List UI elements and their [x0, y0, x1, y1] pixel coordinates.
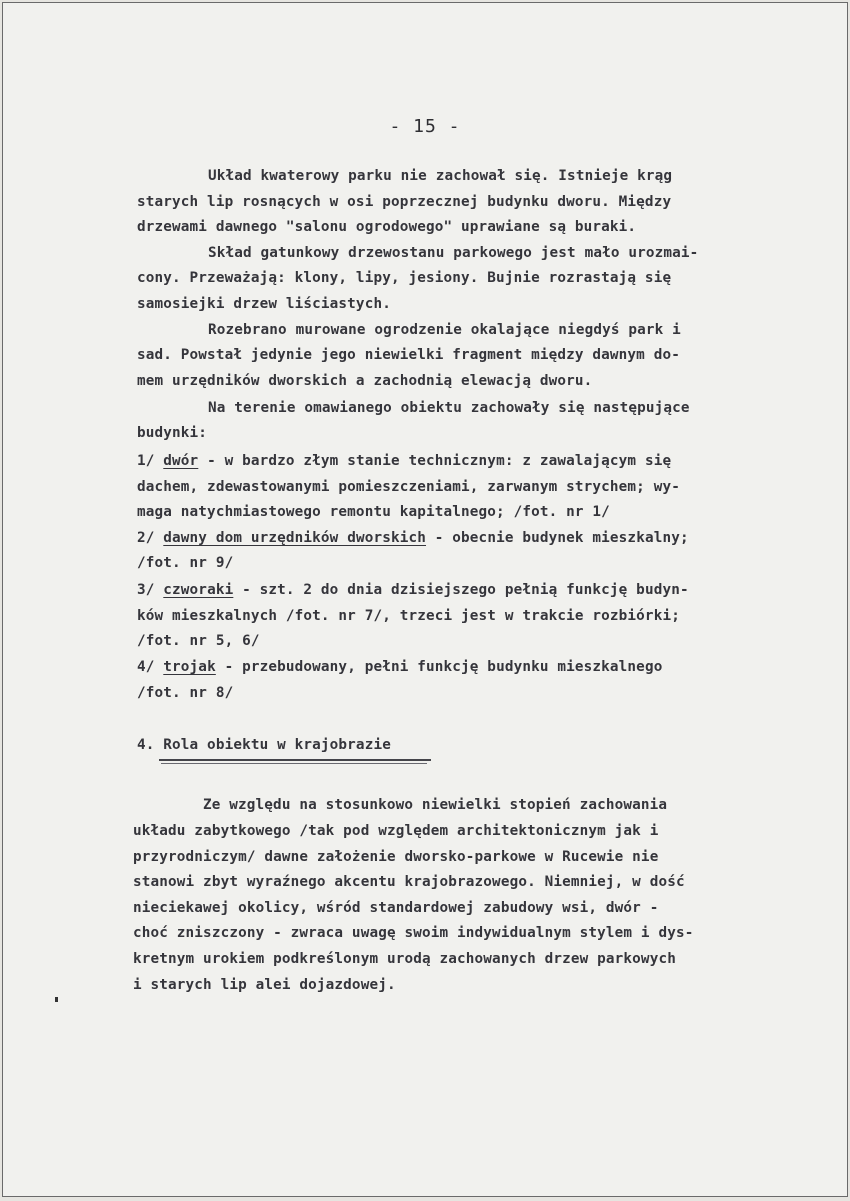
heading-underline-secondary	[161, 763, 427, 764]
list-item-term: trojak	[163, 659, 216, 675]
paragraph-1-line-3: drzewami dawnego "salonu ogrodowego" uprawiane są buraki.	[137, 219, 637, 235]
list-item-2-line-2: /fot. nr 9/	[137, 555, 234, 571]
list-item-term: dwór	[163, 453, 199, 469]
list-item-text: - szt. 2 do dnia dzisiejszego pełnią funkcję budyn-	[233, 582, 689, 598]
list-item-2	[137, 529, 689, 547]
list-item-3-line-2: ków mieszkalnych /fot. nr 7/, trzeci jest w trakcie rozbiórki;	[137, 608, 680, 624]
paragraph-5-line-4: stanowi zbyt wyraźnego akcentu krajobrazowego. Niemniej, w dość	[133, 874, 685, 890]
paragraph-3-line-3: mem urzędników dworskich a zachodnią elewacją dworu.	[137, 373, 593, 389]
paragraph-5-line-7: kretnym urokiem podkreślonym urodą zachowanych drzew parkowych	[133, 951, 676, 967]
list-item-term: dawny dom urzędników dworskich	[163, 530, 427, 546]
paragraph-2-line-2: cony. Przeważają: klony, lipy, jesiony. Bujnie rozrastają się	[137, 270, 672, 286]
paragraph-5-line-2: układu zabytkowego /tak pod względem architektonicznym jak i	[133, 823, 659, 839]
paragraph-5-line-6: choć zniszczony - zwraca uwagę swoim indywidualnym stylem i dys-	[133, 925, 694, 941]
list-item-text: - w bardzo złym stanie technicznym: z zawalającym się	[198, 453, 672, 469]
paragraph-3-line-2: sad. Powstał jedynie jego niewielki fragment między dawnym do-	[137, 347, 680, 363]
list-item-4	[137, 658, 662, 676]
list-item-3-line-3: /fot. nr 5, 6/	[137, 633, 260, 649]
paragraph-5-line-8: i starych lip alei dojazdowej.	[133, 977, 396, 993]
section-heading: 4. Rola obiektu w krajobrazie	[137, 737, 391, 753]
list-item-text: - przebudowany, pełni funkcję budynku mieszkalnego	[215, 659, 663, 675]
paragraph-2-line-1: Skład gatunkowy drzewostanu parkowego jest mało urozmai-	[208, 245, 699, 261]
paragraph-4-line-2: budynki:	[137, 425, 208, 441]
list-item-text: - obecnie budynek mieszkalny;	[426, 530, 689, 546]
list-item-1	[137, 452, 671, 470]
paragraph-1-line-1: Układ kwaterowy parku nie zachował się. Istnieje krąg	[208, 168, 673, 184]
heading-underline	[159, 759, 431, 761]
paragraph-3-line-1: Rozebrano murowane ogrodzenie okalające niegdyś park i	[208, 322, 681, 338]
paragraph-5-line-5: nieciekawej okolicy, wśród standardowej zabudowy wsi, dwór -	[133, 900, 659, 916]
list-item-4-line-2: /fot. nr 8/	[137, 685, 234, 701]
list-item-3	[137, 581, 689, 599]
list-item-number: 2/	[137, 530, 155, 546]
document-page	[2, 2, 848, 1197]
ink-speck	[55, 997, 58, 1002]
paragraph-5-line-1: Ze względu na stosunkowo niewielki stopień zachowania	[203, 797, 668, 813]
list-item-number: 3/	[137, 582, 155, 598]
list-item-number: 1/	[137, 453, 155, 469]
list-item-number: 4/	[137, 659, 155, 675]
paragraph-1-line-2: starych lip rosnących w osi poprzecznej budynku dworu. Między	[137, 194, 672, 210]
page-number: - 15 -	[389, 116, 461, 137]
paragraph-2-line-3: samosiejki drzew liściastych.	[137, 296, 391, 312]
list-item-1-line-3: maga natychmiastowego remontu kapitalnego; /fot. nr 1/	[137, 504, 610, 520]
list-item-1-line-2: dachem, zdewastowanymi pomieszczeniami, zarwanym strychem; wy-	[137, 479, 680, 495]
paragraph-4-line-1: Na terenie omawianego obiektu zachowały się następujące	[208, 400, 690, 416]
list-item-term: czworaki	[163, 582, 234, 598]
paragraph-5-line-3: przyrodniczym/ dawne założenie dworsko-parkowe w Rucewie nie	[133, 849, 659, 865]
